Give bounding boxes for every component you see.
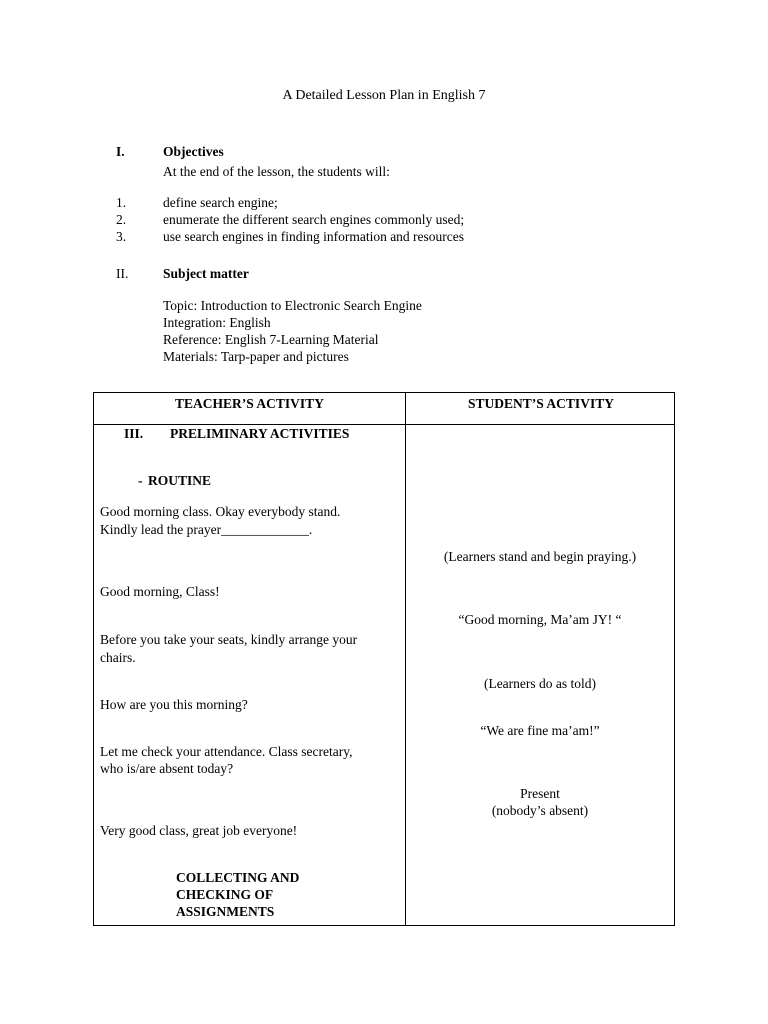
subject-matter-line: Topic: Introduction to Electronic Search Engine (163, 298, 422, 313)
objective-number: 1. (116, 195, 127, 210)
preliminary-number: III. (124, 426, 144, 441)
objective-item: define search engine; (163, 195, 278, 210)
document-title: A Detailed Lesson Plan in English 7 (282, 88, 486, 103)
collecting-heading-line: CHECKING OF (176, 887, 274, 902)
teacher-line: Kindly lead the prayer_____________. (100, 522, 313, 537)
student-response: (nobody’s absent) (491, 803, 589, 818)
collecting-heading-line: ASSIGNMENTS (176, 904, 275, 919)
student-response: Present (520, 786, 560, 801)
objective-item: use search engines in finding information and resources (163, 229, 465, 244)
collecting-heading-line: COLLECTING AND (176, 870, 300, 885)
objectives-number: I. (116, 144, 125, 159)
teacher-line: who is/are absent today? (100, 761, 234, 776)
preliminary-heading: PRELIMINARY ACTIVITIES (170, 426, 350, 441)
objectives-heading: Objectives (163, 144, 224, 159)
activity-table (93, 392, 675, 926)
subject-matter-heading: Subject matter (163, 266, 249, 281)
teacher-line: Very good class, great job everyone! (100, 823, 298, 838)
objectives-intro: At the end of the lesson, the students will: (163, 164, 390, 179)
student-response: “We are fine ma’am!” (480, 723, 600, 738)
student-response: (Learners do as told) (483, 676, 597, 691)
subject-matter-number: II. (116, 266, 129, 281)
objective-number: 3. (116, 229, 127, 244)
routine-heading: ROUTINE (148, 473, 212, 488)
subject-matter-line: Materials: Tarp-paper and pictures (163, 349, 349, 364)
teacher-line: Before you take your seats, kindly arrange your (100, 632, 358, 647)
objective-item: enumerate the different search engines commonly used; (163, 212, 465, 227)
teacher-line: How are you this morning? (100, 697, 248, 712)
student-activity-header: STUDENT’S ACTIVITY (468, 396, 614, 411)
teacher-line: Good morning, Class! (100, 584, 220, 599)
table-column-divider (405, 393, 406, 925)
student-response: “Good morning, Ma’am JY! “ (458, 612, 622, 627)
student-response: (Learners stand and begin praying.) (443, 549, 637, 564)
teacher-activity-header: TEACHER’S ACTIVITY (175, 396, 324, 411)
teacher-line: Let me check your attendance. Class secretary, (100, 744, 353, 759)
subject-matter-line: Integration: English (163, 315, 271, 330)
teacher-line: Good morning class. Okay everybody stand. (100, 504, 341, 519)
routine-dash: - (138, 473, 143, 488)
subject-matter-line: Reference: English 7-Learning Material (163, 332, 379, 347)
teacher-line: chairs. (100, 650, 136, 665)
objective-number: 2. (116, 212, 127, 227)
